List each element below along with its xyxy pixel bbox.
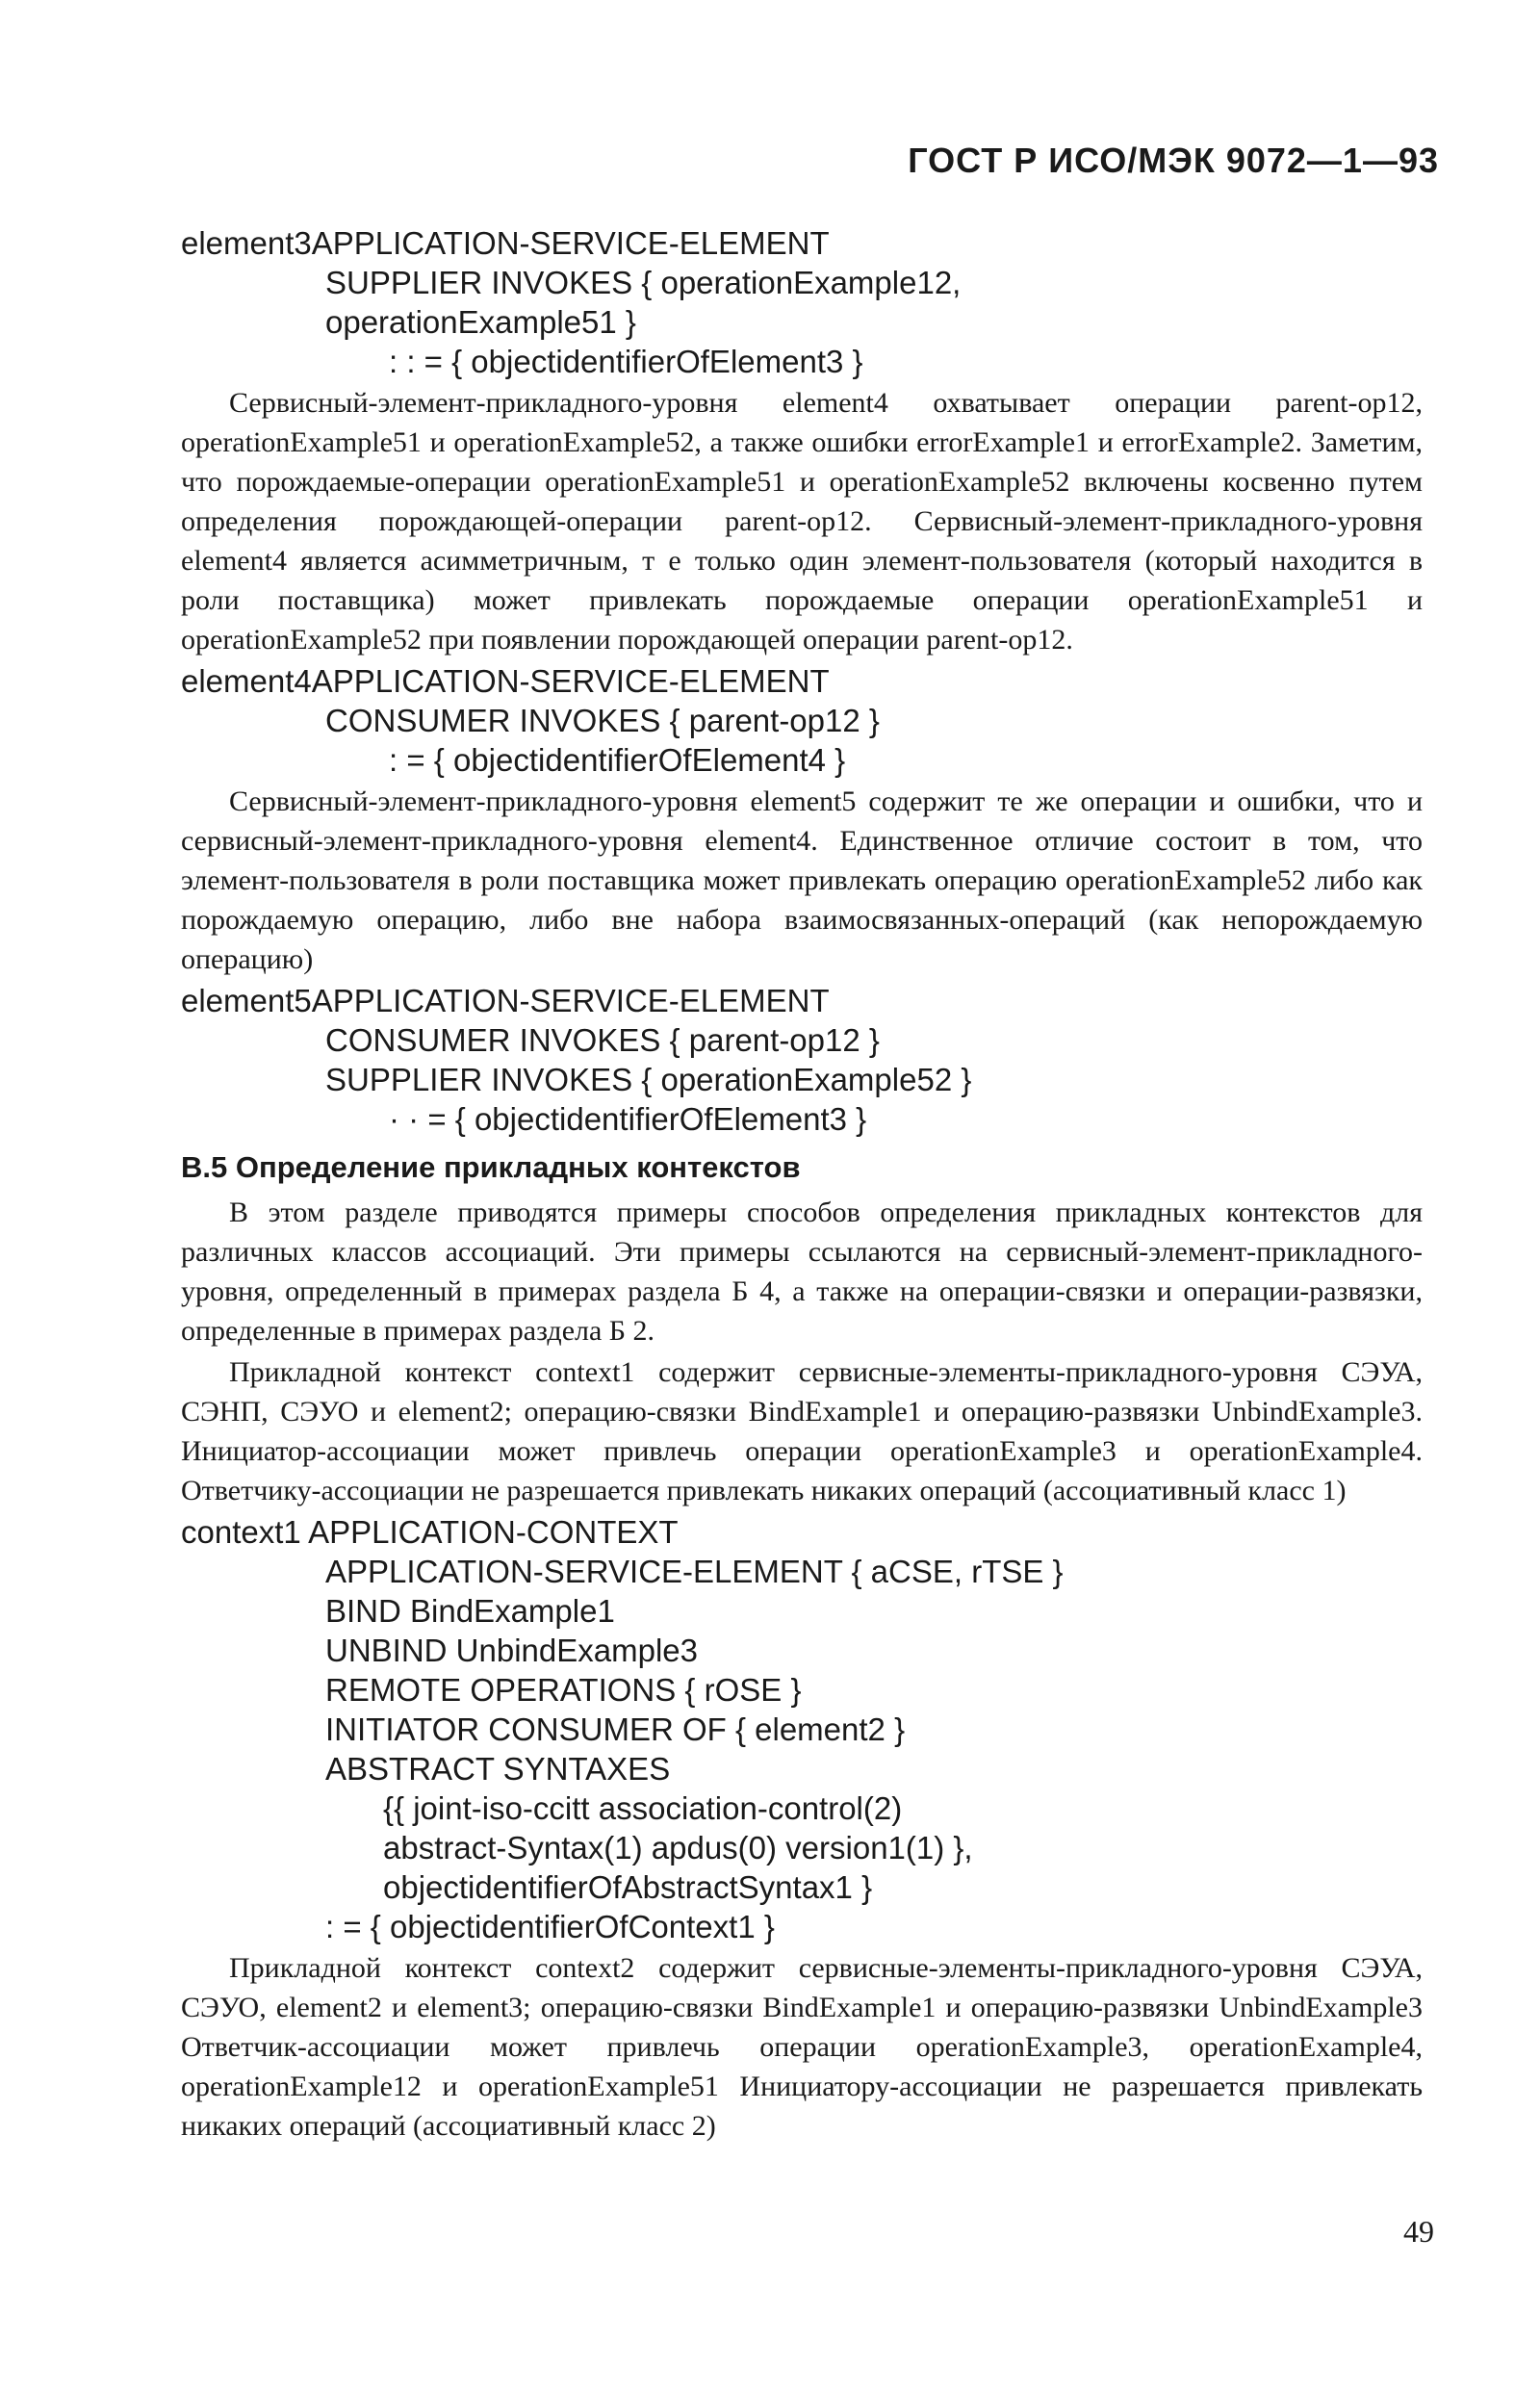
- page-header: ГОСТ Р ИСО/МЭК 9072—1—93: [908, 141, 1439, 180]
- code-line: context1 APPLICATION-CONTEXT: [181, 1514, 679, 1550]
- paragraph-element5: Сервисный-элемент-прикладного-уровня element5 содержит те же операции и ошибки, что и сервисный-элемент-прикладного-уровня element4. Единственное отличие состоит в том, что элемент-пользователя в роли поставщика может привлекать операцию operationExample52 либо как порождаемую операцию, либо вне набора взаимосвязанных-операций (как непорождаемую операцию): [181, 785, 1423, 975]
- code-line: ABSTRACT SYNTAXES: [325, 1751, 671, 1787]
- code-line: : = { objectidentifierOfContext1 }: [325, 1909, 775, 1944]
- paragraph-context2: Прикладной контекст context2 содержит сервисные-элементы-прикладного-уровня СЭУА, СЭУО, element2 и element3; операцию-связки BindExample1 и операцию-развязки UnbindExample3 Ответчик-ассоциации может привлечь операции operationExample3, operationExample4, operationExample12 и operationExample51 Инициатору-ассоциации не разрешается привлекать никаких операций (ассоциативный класс 2): [181, 1952, 1423, 2142]
- code-line: · · = { objectidentifierOfElement3 }: [389, 1101, 867, 1137]
- code-block-element4: [181, 661, 1423, 780]
- code-line: BIND BindExample1: [325, 1593, 615, 1629]
- code-block-element3: [181, 223, 1423, 381]
- paragraph-context1: Прикладной контекст context1 содержит сервисные-элементы-прикладного-уровня СЭУА, СЭНП, СЭУО и element2; операцию-связки BindExample1 и операцию-развязки UnbindExample3. Инициатор-ассоциации может привлечь операции operationExample3 и operationExample4. Ответчику-ассоциации не разрешается привлекать никаких операций (ассоциативный класс 1): [181, 1356, 1423, 1506]
- code-block-element5: [181, 981, 1423, 1139]
- page-body: [181, 223, 1423, 2148]
- code-line: SUPPLIER INVOKES { operationExample12,: [325, 265, 962, 300]
- code-line: element4APPLICATION-SERVICE-ELEMENT: [181, 663, 830, 699]
- code-line: objectidentifierOfAbstractSyntax1 }: [383, 1869, 873, 1905]
- page-number: 49: [1403, 2214, 1434, 2249]
- code-line: {{ joint-iso-ccitt association-control(2): [383, 1790, 903, 1826]
- code-line: INITIATOR CONSUMER OF { element2 }: [325, 1711, 906, 1747]
- section-title: B.5 Определение прикладных контекстов: [181, 1150, 801, 1184]
- code-line: UNBIND UnbindExample3: [325, 1633, 698, 1668]
- code-line: CONSUMER INVOKES { parent-op12 }: [325, 1022, 880, 1058]
- code-line: SUPPLIER INVOKES { operationExample52 }: [325, 1062, 972, 1097]
- code-line: REMOTE OPERATIONS { rOSE }: [325, 1672, 802, 1708]
- code-line: element5APPLICATION-SERVICE-ELEMENT: [181, 983, 830, 1018]
- code-line: CONSUMER INVOKES { parent-op12 }: [325, 703, 880, 738]
- code-line: APPLICATION-SERVICE-ELEMENT { aCSE, rTSE }: [325, 1554, 1064, 1589]
- code-line: : : = { objectidentifierOfElement3 }: [389, 344, 863, 379]
- code-block-context1: [181, 1512, 1423, 1946]
- code-line: element3APPLICATION-SERVICE-ELEMENT: [181, 225, 830, 261]
- code-line: abstract-Syntax(1) apdus(0) version1(1) },: [383, 1830, 973, 1866]
- paragraph-intro: В этом разделе приводятся примеры способов определения прикладных контекстов для различных классов ассоциаций. Эти примеры ссылаются на сервисный-элемент-прикладного-уровня, определенный в примерах раздела Б 4, а также на операции-связки и операции-развязки, определенные в примерах раздела Б 2.: [181, 1196, 1423, 1347]
- code-line: : = { objectidentifierOfElement4 }: [389, 742, 846, 778]
- code-line: operationExample51 }: [325, 304, 636, 340]
- paragraph-element4: Сервисный-элемент-прикладного-уровня element4 охватывает операции parent-op12, operationExample51 и operationExample52, а также ошибки errorExample1 и errorExample2. Заметим, что порождаемые-операции operationExample51 и operationExample52 включены косвенно путем определения порождающей-операции parent-op12. Сервисный-элемент-прикладного-уровня element4 является асимметричным, т е только один элемент-пользователя (который находится в роли поставщика) может привлекать порождаемые операции operationExample51 и operationExample52 при появлении порождающей операции parent-op12.: [181, 387, 1423, 656]
